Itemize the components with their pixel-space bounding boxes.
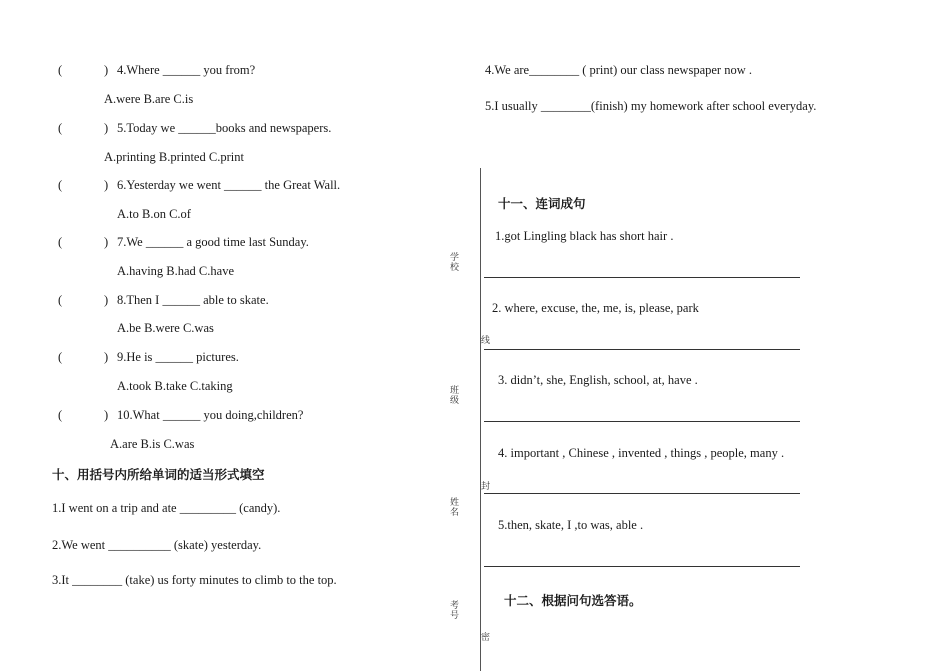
reorder-item-5: 5.then, skate, I ,to was, able . [498,518,644,532]
secret-mark: 密 [481,633,491,643]
question-text: 4.Where ______ you from? [117,63,256,77]
question-text: 10.What ______ you doing,children? [117,408,304,422]
answer-paren-open: ( [58,408,63,422]
fill-item-2: 2.We went __________ (skate) yesterday. [52,538,262,552]
school-label: 学校 [448,252,458,272]
reorder-item-1: 1.got Lingling black has short hair . [495,229,674,243]
fill-item-3: 3.It ________ (take) us forty minutes to climb to the top. [52,573,337,587]
question-text: 7.We ______ a good time last Sunday. [117,235,309,249]
binding-line [480,168,481,671]
answer-line-2 [484,349,800,350]
answer-line-1 [484,277,800,278]
answer-line-3 [484,421,800,422]
question-options: A.took B.take C.taking [117,379,233,393]
fill-item-5: 5.I usually ________(finish) my homework after school everyday. [485,99,817,113]
answer-paren-open: ( [58,178,63,192]
question-options: A.having B.had C.have [117,264,234,278]
question-text: 9.He is ______ pictures. [117,350,239,364]
answer-paren-open: ( [58,121,63,135]
question-text: 6.Yesterday we went ______ the Great Wall. [117,178,341,192]
answer-paren-close: ) [104,178,109,192]
class-label: 班级 [448,385,458,405]
answer-paren-close: ) [104,350,109,364]
answer-line-5 [484,566,800,567]
line-mark: 线 [481,336,491,346]
question-options: A.are B.is C.was [110,437,195,451]
answer-paren-close: ) [104,293,109,307]
reorder-item-2: 2. where, excuse, the, me, is, please, park [492,301,699,315]
section-11-title: 十一、连词成句 [498,196,586,211]
answer-paren-close: ) [104,408,109,422]
answer-paren-open: ( [58,293,63,307]
answer-line-4 [484,493,800,494]
question-options: A.were B.are C.is [104,92,194,106]
question-options: A.to B.on C.of [117,207,191,221]
answer-paren-close: ) [104,235,109,249]
reorder-item-4: 4. important , Chinese , invented , things , people, many . [498,446,785,460]
question-options: A.printing B.printed C.print [104,150,244,164]
section-10-title: 十、用括号内所给单词的适当形式填空 [52,467,265,482]
exam-number-label: 考号 [448,600,458,620]
answer-paren-open: ( [58,63,63,77]
reorder-item-3: 3. didn’t, she, English, school, at, have . [498,373,698,387]
fill-item-4: 4.We are________ ( print) our class newspaper now . [485,63,752,77]
answer-paren-open: ( [58,235,63,249]
answer-paren-close: ) [104,63,109,77]
question-text: 8.Then I ______ able to skate. [117,293,269,307]
seal-mark: 封 [481,482,491,492]
question-options: A.be B.were C.was [117,321,214,335]
fill-item-1: 1.I went on a trip and ate _________ (candy). [52,501,281,515]
question-text: 5.Today we ______books and newspapers. [117,121,332,135]
answer-paren-open: ( [58,350,63,364]
name-label: 姓名 [448,497,458,517]
section-12-title: 十二、根据问句选答语。 [504,593,642,608]
answer-paren-close: ) [104,121,109,135]
